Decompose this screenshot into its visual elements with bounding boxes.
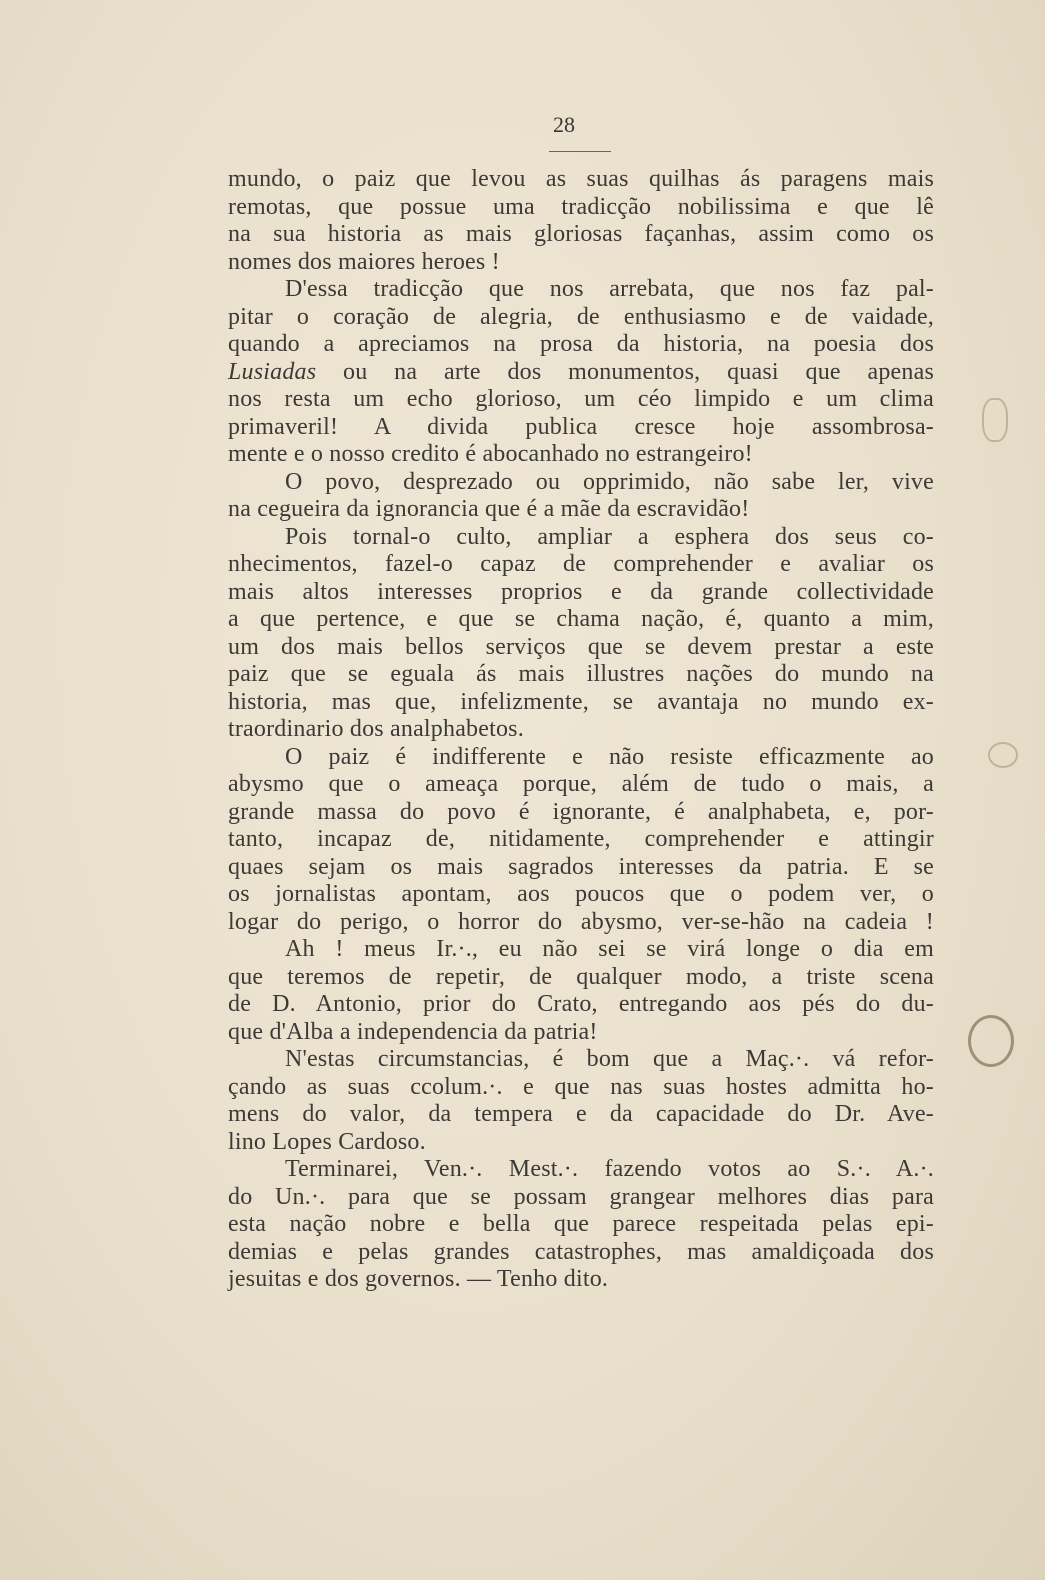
text-line: na cegueira da ignorancia que é a mãe da escravidão! <box>228 496 750 522</box>
text-line: jesuitas e dos governos. — Tenho dito. <box>228 1266 609 1292</box>
text-line: quaes sejam os mais sagrados interesses da patria. E se <box>228 853 934 880</box>
margin-stain-3 <box>968 1015 1014 1067</box>
text-line: lino Lopes Cardoso. <box>228 1128 426 1155</box>
text-line: um dos mais bellos serviços que se devem prestar a este <box>228 633 934 660</box>
text-line: demias e pelas grandes catastrophes, mas amaldiçoada dos <box>228 1238 934 1265</box>
text-line: mais altos interesses proprios e da grande collectividade <box>228 578 934 605</box>
text-line: nomes dos maiores heroes ! <box>228 248 500 275</box>
text-line: que teremos de repetir, de qualquer modo, a triste scena <box>228 963 934 990</box>
text-line: mens do valor, da tempera e da capacidade do Dr. Ave- <box>228 1101 934 1127</box>
text-line: paiz que se eguala ás mais illustres nações do mundo na <box>228 661 934 687</box>
text-line: que d'Alba a independencia da patria! <box>228 1018 598 1045</box>
text-line: pitar o coração de alegria, de enthusiasmo e de vaidade, <box>228 303 934 330</box>
text-line: Lusiadas ou na arte dos monumentos, quasi que apenas <box>228 358 934 385</box>
text-line: esta nação nobre e bella que parece respeitada pelas epi- <box>228 1211 934 1237</box>
text-line: Pois tornal-o culto, ampliar a esphera dos seus co- <box>285 523 934 550</box>
text-line: abysmo que o ameaça porque, além de tudo o mais, a <box>228 771 934 797</box>
text-line: mundo, o paiz que levou as suas quilhas ás paragens mais <box>228 166 934 192</box>
text-line: Terminarei, Ven.·. Mest.·. fazendo votos ao S.·. A.·. <box>285 1156 934 1182</box>
margin-stain-2 <box>988 742 1018 768</box>
text-line: logar do perigo, o horror do abysmo, ver-se-hão na cadeia ! <box>228 908 934 935</box>
text-line: quando a apreciamos na prosa da historia, na poesia dos <box>228 331 934 357</box>
margin-stain-1 <box>982 398 1008 442</box>
text-line: do Un.·. para que se possam grangear melhores dias para <box>228 1183 934 1210</box>
text-line: tanto, incapaz de, nitidamente, comprehender e attingir <box>228 826 934 852</box>
text-line: os jornalistas apontam, aos poucos que o podem ver, o <box>228 881 934 907</box>
text-line: a que pertence, e que se chama nação, é, quanto a mim, <box>228 606 934 632</box>
text-line: de D. Antonio, prior do Crato, entregando aos pés do du- <box>228 991 934 1017</box>
text-line: O povo, desprezado ou opprimido, não sabe ler, vive <box>285 468 934 495</box>
page-number-rule <box>549 151 611 152</box>
text-line: traordinario dos analphabetos. <box>228 716 524 742</box>
text-line: nhecimentos, fazel-o capaz de comprehender e avaliar os <box>228 551 934 577</box>
italic-title: Lusiadas <box>228 358 317 385</box>
text-line: Ah ! meus Ir.·., eu não sei se virá longe o dia em <box>285 936 934 962</box>
body-text <box>228 166 934 1294</box>
text-line: nos resta um echo glorioso, um céo limpido e um clima <box>228 386 934 412</box>
text-line: na sua historia as mais gloriosas façanhas, assim como os <box>228 221 934 247</box>
text-line: N'estas circumstancias, é bom que a Maç.·. vá refor- <box>285 1046 934 1072</box>
text-line: O paiz é indifferente e não resiste efficazmente ao <box>285 743 934 770</box>
page-number: 28 <box>553 112 575 137</box>
text-line: mente e o nosso credito é abocanhado no estrangeiro! <box>228 441 753 467</box>
text-line: D'essa tradicção que nos arrebata, que nos faz pal- <box>285 276 934 302</box>
text-line: remotas, que possue uma tradicção nobilissima e que lê <box>228 193 934 220</box>
text-line: primaveril! A divida publica cresce hoje assombrosa- <box>228 413 934 440</box>
text-line: grande massa do povo é ignorante, é analphabeta, e, por- <box>228 798 934 825</box>
text-line: historia, mas que, infelizmente, se avantaja no mundo ex- <box>228 688 934 715</box>
text-line: çando as suas ccolum.·. e que nas suas hostes admitta ho- <box>228 1073 934 1100</box>
